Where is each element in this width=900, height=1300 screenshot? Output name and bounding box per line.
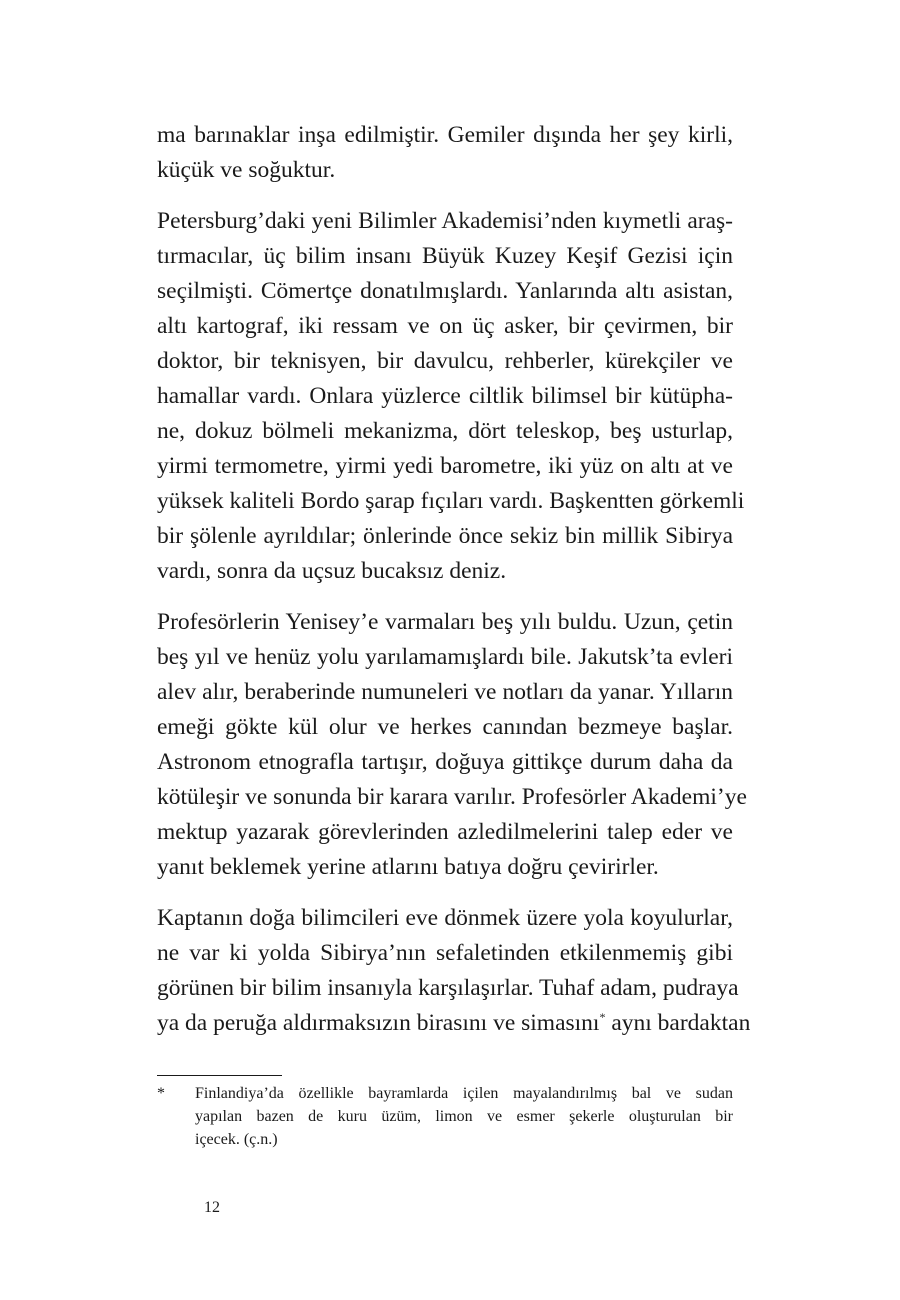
footnote-reference[interactable]: * bbox=[599, 1010, 606, 1025]
text-line bbox=[157, 1006, 751, 1041]
footnote-separator bbox=[157, 1075, 282, 1076]
text-line: mektup yazarak görevlerinden azledilmelerini talep eder ve bbox=[157, 819, 733, 845]
paragraph-4 bbox=[157, 901, 751, 1041]
text-segment: aynı bardaktan bbox=[605, 1010, 751, 1036]
paragraph-3 bbox=[157, 605, 747, 885]
text-line: Petersburg’daki yeni Bilimler Akademisi’nden kıymetli araş- bbox=[157, 208, 733, 234]
footnote-text bbox=[195, 1082, 733, 1151]
text-line: yüksek kaliteli Bordo şarap fıçıları vardı. Başkentten görkemli bbox=[157, 488, 745, 514]
text-line: yirmi termometre, yirmi yedi barometre, iki yüz on altı at ve bbox=[157, 453, 733, 479]
text-line: emeği gökte kül olur ve herkes canından bezmeye başlar. bbox=[157, 714, 733, 740]
text-line: tırmacılar, üç bilim insanı Büyük Kuzey Keşif Gezisi için bbox=[157, 243, 733, 269]
footnote-line: Finlandiya’da özellikle bayramlarda içilen mayalandırılmış bal ve sudan bbox=[195, 1085, 733, 1102]
text-line: Kaptanın doğa bilimcileri eve dönmek üzere yola koyulurlar, bbox=[157, 905, 733, 931]
paragraph-1 bbox=[157, 118, 733, 188]
text-line: altı kartograf, iki ressam ve on üç asker, bir çevirmen, bir bbox=[157, 313, 733, 339]
text-line: kötüleşir ve sonunda bir karara varılır. Profesörler Akademi’ye bbox=[157, 784, 747, 810]
text-line: görünen bir bilim insanıyla karşılaşırlar. Tuhaf adam, pudraya bbox=[157, 975, 739, 1001]
text-line: ne, dokuz bölmeli mekanizma, dört teleskop, beş usturlap, bbox=[157, 418, 733, 444]
footnote bbox=[157, 1082, 733, 1151]
text-line: alev alır, beraberinde numuneleri ve notları da yanar. Yılların bbox=[157, 679, 733, 705]
text-segment: ya da peruğa aldırmaksızın birasını ve simasını bbox=[157, 1010, 600, 1036]
footnote-marker: * bbox=[157, 1085, 165, 1102]
paragraph-2 bbox=[157, 204, 745, 589]
text-line: Astronom etnografla tartışır, doğuya gittikçe durum daha da bbox=[157, 749, 733, 775]
text-line: bir şölenle ayrıldılar; önlerinde önce sekiz bin millik Sibirya bbox=[157, 523, 733, 549]
text-line: vardı, sonra da uçsuz bucaksız deniz. bbox=[157, 558, 507, 584]
footnote-line: yapılan bazen de kuru üzüm, limon ve esmer şekerle oluşturulan bir bbox=[195, 1108, 733, 1125]
text-line: Profesörlerin Yenisey’e varmaları beş yılı buldu. Uzun, çetin bbox=[157, 609, 733, 635]
text-line: küçük ve soğuktur. bbox=[157, 157, 336, 183]
text-line: hamallar vardı. Onlara yüzlerce ciltlik bilimsel bir kütüpha- bbox=[157, 383, 733, 409]
body-text bbox=[157, 118, 751, 1041]
footnote-line: içecek. (ç.n.) bbox=[195, 1131, 278, 1148]
text-line: ma barınaklar inşa edilmiştir. Gemiler dışında her şey kirli, bbox=[157, 122, 733, 148]
text-line: seçilmişti. Cömertçe donatılmışlardı. Yanlarında altı asistan, bbox=[157, 278, 733, 304]
text-line: doktor, bir teknisyen, bir davulcu, rehberler, kürekçiler ve bbox=[157, 348, 733, 374]
text-line: beş yıl ve henüz yolu yarılamamışlardı bile. Jakutsk’ta evleri bbox=[157, 644, 733, 670]
text-line: ne var ki yolda Sibirya’nın sefaletinden etkilenmemiş gibi bbox=[157, 940, 733, 966]
text-line: yanıt beklemek yerine atlarını batıya doğru çevirirler. bbox=[157, 854, 659, 880]
page-number: 12 bbox=[204, 1199, 220, 1216]
